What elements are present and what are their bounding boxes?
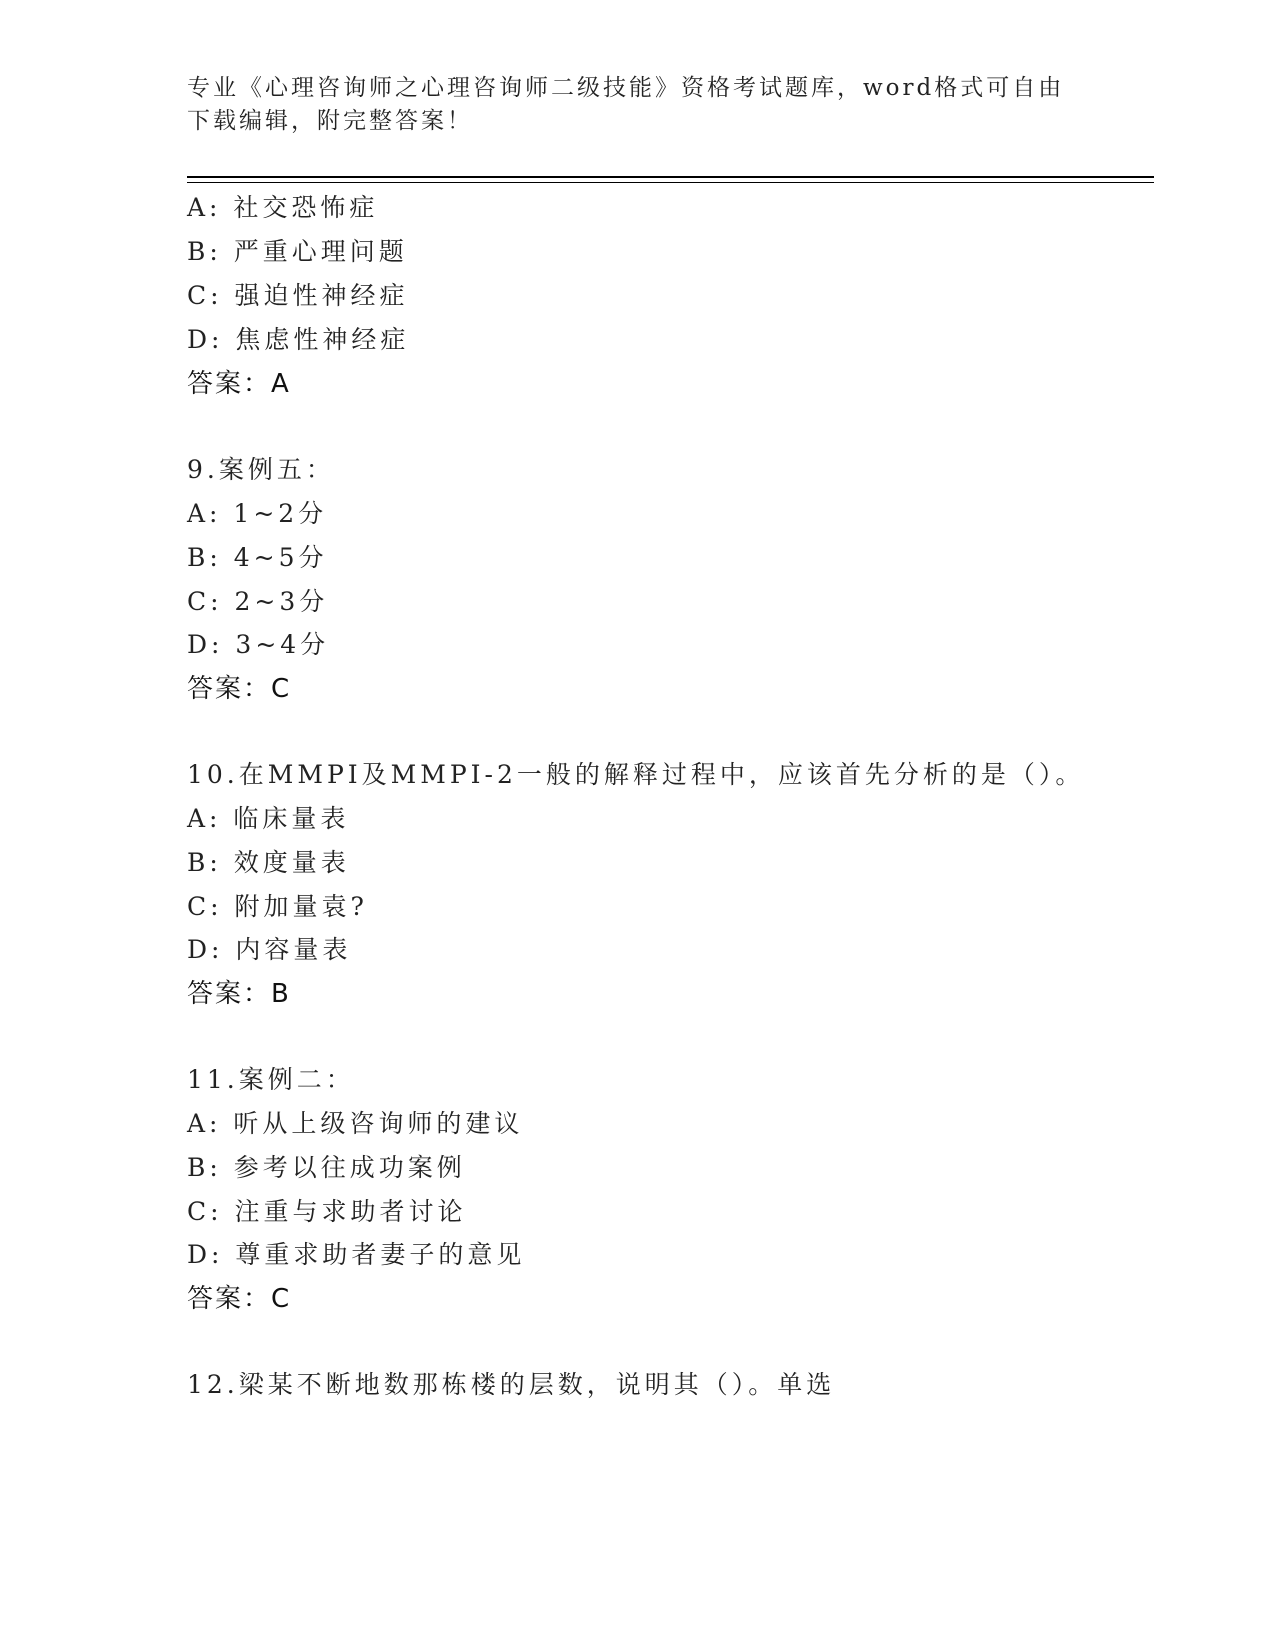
- q11-answer: 答案：C: [187, 1284, 292, 1314]
- header-rule-thin: [187, 182, 1154, 183]
- q11-option-c: C: 注重与求助者讨论: [187, 1197, 467, 1226]
- q9-option-a: A: 1~2分: [187, 499, 328, 528]
- q8-option-a: A: 社交恐怖症: [187, 193, 379, 222]
- q8-option-d: D: 焦虑性神经症: [187, 325, 410, 354]
- q11-option-a: A: 听从上级咨询师的建议: [187, 1109, 524, 1138]
- q11-stem: 11.案例二：: [187, 1065, 355, 1094]
- q10-answer: 答案：B: [187, 979, 291, 1009]
- q11-option-b: B: 参考以往成功案例: [187, 1153, 466, 1182]
- q12-stem: 12.梁某不断地数那栋楼的层数，说明其（）。单选: [187, 1370, 836, 1399]
- q8-answer: 答案：A: [187, 369, 291, 399]
- q10-option-d: D: 内容量表: [187, 935, 352, 964]
- document-header: 专业《心理咨询师之心理咨询师二级技能》资格考试题库，word格式可自由下载编辑，附完整答案！: [187, 75, 1065, 134]
- header-rule-thick: [187, 176, 1154, 178]
- q9-answer: 答案：C: [187, 674, 292, 704]
- q8-option-b: B: 严重心理问题: [187, 237, 408, 266]
- q9-option-b: B: 4~5分: [187, 543, 328, 572]
- q9-stem: 9.案例五：: [187, 455, 335, 484]
- q10-option-c: C: 附加量袁?: [187, 892, 368, 921]
- q10-option-b: B: 效度量表: [187, 848, 350, 877]
- q11-option-d: D: 尊重求助者妻子的意见: [187, 1240, 526, 1269]
- q9-option-d: D: 3~4分: [187, 630, 330, 659]
- q8-option-c: C: 强迫性神经症: [187, 281, 409, 310]
- q10-option-a: A: 临床量表: [187, 804, 350, 833]
- q9-option-c: C: 2~3分: [187, 587, 329, 616]
- q10-stem: 10.在MMPI及MMPI-2一般的解释过程中，应该首先分析的是（）。: [187, 760, 1085, 789]
